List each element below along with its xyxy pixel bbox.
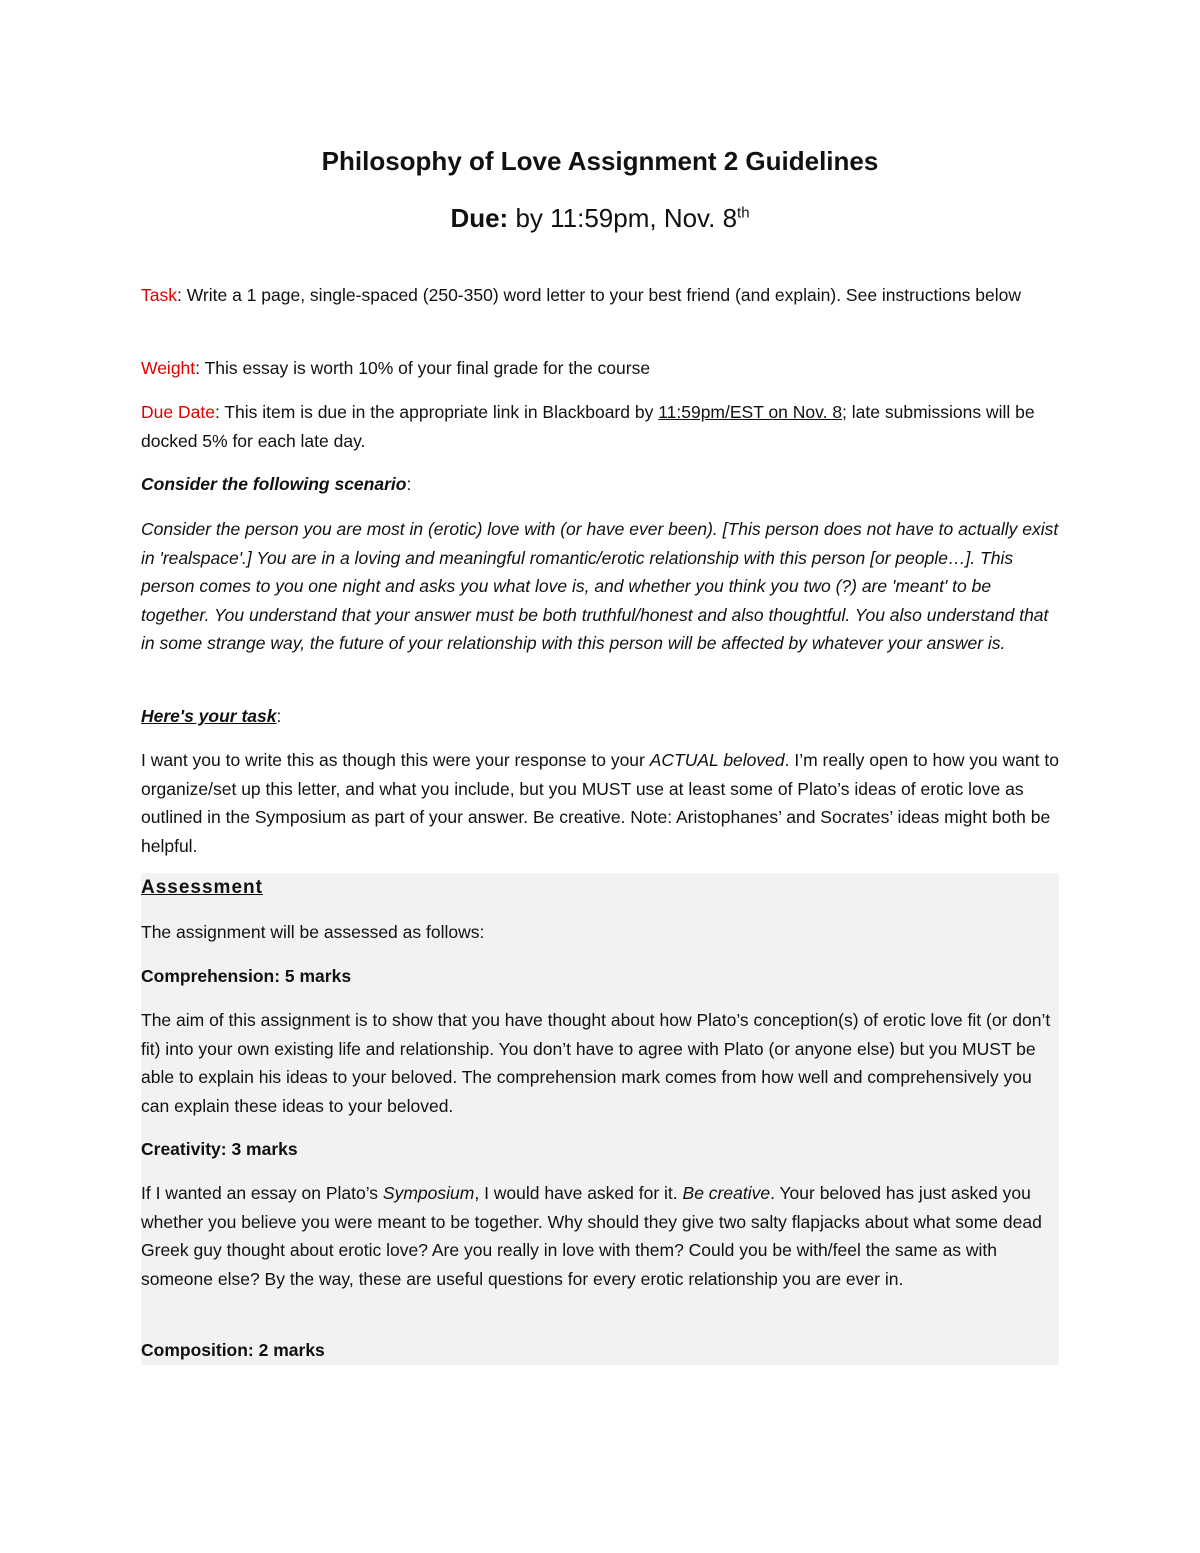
due-line <box>141 200 1059 236</box>
your-task-heading-text: Here's your task <box>141 706 277 726</box>
due-date-text-after: late submissions will be docked 5% for each late day. <box>141 402 1035 451</box>
task-colon: : <box>176 285 187 305</box>
due-date-deadline: 11:59pm/EST on Nov. 8; <box>658 402 847 422</box>
your-task-heading <box>141 702 1059 731</box>
scenario-body: Consider the person you are most in (erotic) love with (or have ever been). [This person does not have to actually exist in 'realspace'.] You are in a loving and meaningful romantic/erotic relationship with this person [or people…]. This person comes to you one night and asks you what love is, and whether you think you two (?) are 'meant' to be together. You understand that your answer must be both truthful/honest and also thoughtful. You also understand that in some strange way, the future of your relationship with this person will be affected by whatever your answer is. <box>141 519 1059 653</box>
task-paragraph <box>141 281 1059 310</box>
composition-heading: Composition: 2 marks <box>141 1340 325 1360</box>
due-date-label: Due Date <box>141 402 215 422</box>
creativity-symposium: Symposium <box>382 1183 475 1203</box>
due-suffix: th <box>737 204 750 222</box>
comprehension-heading: Comprehension: 5 marks <box>141 966 352 986</box>
due-date-colon: : <box>214 402 225 422</box>
assessment-heading: Assessment <box>141 877 263 898</box>
due-date-text-before: This item is due in the appropriate link in Blackboard by <box>224 402 659 422</box>
your-task-body <box>141 746 1059 860</box>
due-label: Due: <box>450 203 509 233</box>
due-value: by 11:59pm, Nov. 8 <box>508 203 738 233</box>
creativity-body-1: If I wanted an essay on Plato’s <box>141 1183 383 1203</box>
creativity-body-3: . Your beloved has just asked you whether you believe you were meant to be together. Why should they give two salty flapjacks about what some dead Greek guy thought about erotic love? Are you really in love with them? Could you be with/feel the same as with someone else? By the way, these are useful questions for every erotic relationship you are ever in. <box>141 1183 1042 1289</box>
creativity-heading: Creativity: 3 marks <box>141 1139 298 1159</box>
due-date-paragraph <box>141 398 1059 455</box>
assessment-intro: The assignment will be assessed as follows: <box>141 922 485 942</box>
weight-paragraph <box>141 354 1059 383</box>
weight-text: This essay is worth 10% of your final grade for the course <box>204 358 651 378</box>
your-task-heading-colon: : <box>276 706 282 726</box>
scenario-heading <box>141 470 1059 499</box>
weight-label: Weight <box>141 358 196 378</box>
scenario-heading-text: Consider the following scenario <box>141 474 407 494</box>
your-task-body-2: . I’m really open to how you want to organize/set up this letter, and what you include, but you MUST use at least some of Plato’s ideas of erotic love as outlined in the Symposium as part of your answer. Be creative. Note: Aristophanes’ and Socrates’ ideas might both be helpful. <box>141 750 1059 856</box>
creativity-be-creative: Be creative <box>682 1183 771 1203</box>
your-task-actual: ACTUAL beloved <box>649 750 785 770</box>
task-label: Task <box>141 285 177 305</box>
task-text: Write a 1 page, single-spaced (250-350) word letter to your best friend (and explain). See instructions below <box>186 285 1022 305</box>
your-task-body-1: I want you to write this as though this were your response to your <box>141 750 650 770</box>
page-title: Philosophy of Love Assignment 2 Guidelines <box>321 146 879 176</box>
scenario-heading-colon: : <box>406 474 412 494</box>
comprehension-body: The aim of this assignment is to show that you have thought about how Plato’s conception(s) of erotic love fit (or don’t fit) into your own existing life and relationship. You don’t have to agree with Plato (or anyone else) but you MUST be able to explain his ideas to your beloved. The comprehension mark comes from how well and comprehensively you can explain these ideas to your beloved. <box>141 1010 1051 1116</box>
creativity-body <box>141 1179 1059 1293</box>
weight-colon: : <box>195 358 205 378</box>
creativity-body-2: , I would have asked for it. <box>474 1183 683 1203</box>
